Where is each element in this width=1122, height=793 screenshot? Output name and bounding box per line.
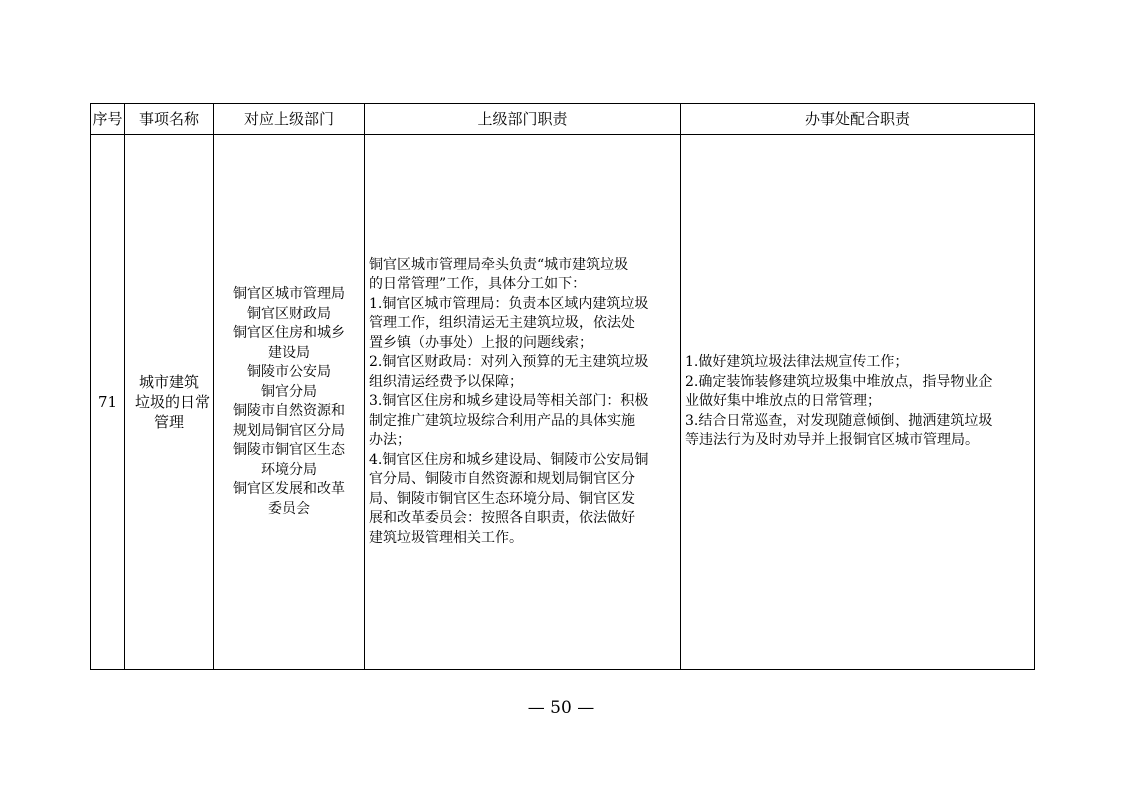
department-line: 铜陵市公安局: [247, 364, 331, 380]
upper-duty-line: 建筑垃圾管理相关工作。: [369, 529, 523, 546]
item-name-line: 垃圾的日常: [135, 393, 211, 411]
department-line: 铜官分局: [261, 383, 317, 400]
upper-duty-line: 官分局、铜陵市自然资源和规划局铜官区分: [369, 471, 635, 488]
upper-duty-line: 的日常管理”工作，具体分工如下：: [369, 276, 587, 293]
upper-duty-line: 4.铜官区住房和城乡建设局、铜陵市公安局铜: [369, 451, 649, 468]
department-line: 规划局铜官区分局: [233, 422, 345, 439]
upper-duty-line: 3.铜官区住房和城乡建设局等相关部门：积极: [369, 393, 649, 410]
office-duty-line: 等违法行为及时劝导并上报铜官区城市管理局。: [685, 432, 979, 449]
header-upper-duties: 上级部门职责: [365, 104, 681, 135]
department-line: 铜陵市自然资源和: [233, 403, 345, 419]
header-item-name: 事项名称: [125, 104, 214, 135]
upper-duty-line: 铜官区城市管理局牵头负责“城市建筑垃圾: [369, 256, 629, 273]
table-row: [91, 135, 1035, 670]
row-number: 71: [91, 135, 125, 670]
department-line: 建设局: [268, 344, 310, 361]
department-line: 委员会: [268, 500, 310, 517]
department-line: 铜官区财政局: [247, 305, 331, 322]
departments-cell: [214, 135, 365, 670]
department-line: 铜官区发展和改革: [233, 481, 345, 497]
department-line: 环境分局: [261, 461, 317, 478]
page-number: — 50 —: [527, 698, 595, 718]
item-name-line: 城市建筑: [138, 373, 199, 391]
header-number: 序号: [91, 104, 125, 135]
office-duty-line: 1.做好建筑垃圾法律法规宣传工作；: [685, 354, 909, 371]
department-line: 铜官区住房和城乡: [233, 325, 345, 341]
header-office-duties: 办事处配合职责: [681, 104, 1035, 135]
department-line: 铜官区城市管理局: [233, 286, 345, 302]
item-name-cell: [125, 135, 214, 670]
department-line: 铜陵市铜官区生态: [233, 442, 345, 458]
office-duties-cell: [681, 135, 1035, 670]
upper-duty-line: 1.铜官区城市管理局：负责本区域内建筑垃圾: [369, 295, 649, 312]
office-duty-line: 业做好集中堆放点的日常管理；: [685, 393, 881, 410]
upper-duty-line: 2.铜官区财政局：对列入预算的无主建筑垃圾: [369, 354, 649, 371]
upper-duty-line: 制定推广建筑垃圾综合利用产品的具体实施: [369, 412, 635, 429]
item-name-line: 管理: [153, 413, 184, 431]
header-row: [91, 104, 1035, 135]
upper-duty-line: 展和改革委员会：按照各自职责，依法做好: [369, 510, 635, 527]
upper-duties-cell: [365, 135, 681, 670]
upper-duty-line: 局、铜陵市铜官区生态环境分局、铜官区发: [369, 490, 635, 507]
upper-duty-line: 办法；: [369, 432, 411, 449]
upper-duty-line: 组织清运经费予以保障；: [369, 373, 523, 390]
office-duty-line: 2.确定装饰装修建筑垃圾集中堆放点，指导物业企: [685, 373, 993, 390]
duty-table: [90, 103, 1035, 670]
office-duty-line: 3.结合日常巡查，对发现随意倾倒、抛洒建筑垃圾: [685, 412, 993, 429]
upper-duty-line: 管理工作，组织清运无主建筑垃圾，依法处: [369, 315, 635, 332]
header-departments: 对应上级部门: [214, 104, 365, 135]
upper-duty-line: 置乡镇（办事处）上报的问题线索；: [369, 334, 593, 351]
